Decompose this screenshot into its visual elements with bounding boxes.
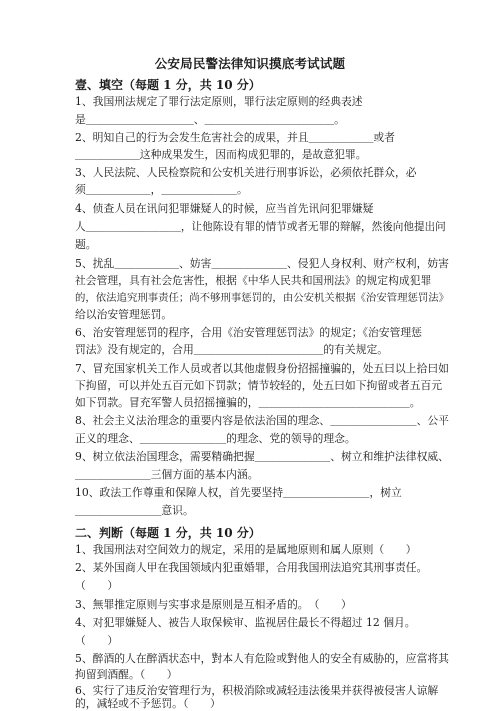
question-line: 5、扰乱＿＿＿＿＿＿、妨害＿＿＿＿＿＿＿、侵犯人身权利、财产权利，妨害 bbox=[75, 257, 449, 270]
question-line: 正义的理念、＿＿＿＿＿＿＿＿的理念、党的领导的理念。 bbox=[75, 432, 356, 445]
question-line: 拘留到酒醒。（ ） bbox=[75, 668, 178, 681]
question-line: 是＿＿＿＿＿＿＿＿＿＿、＿＿＿＿＿＿＿＿＿＿＿＿。 bbox=[75, 113, 345, 126]
question-line: ＿＿＿＿＿＿＿三個方面的基本内涵。 bbox=[75, 468, 259, 481]
question-line: ＿＿＿＿＿＿＿＿意识。 bbox=[75, 504, 194, 517]
question-line: 4、侦查人员在讯问犯罪嫌疑人的时候，应当首先讯问犯罪嫌疑 bbox=[75, 202, 374, 215]
question-line: 5、醉酒的人在醉酒状态中，對本人有危险或對他人的安全有威胁的，应當将其 bbox=[75, 652, 449, 665]
question-line: 7、冒充国家机关工作人员或者以其他虚假身份招摇撞骗的，处五曰以上拾曰如 bbox=[75, 362, 449, 375]
question-line: 人＿＿＿＿＿＿＿＿＿，让他陈设有罪的情节或者无罪的辩解，然後向他提出问 bbox=[75, 221, 446, 233]
question-line: 2、明知自己的行为会发生危害社会的成果，并且＿＿＿＿＿＿或者 bbox=[75, 131, 395, 144]
question-line: 8、社会主义法治理念的重要内容是依法治国的理念、＿＿＿＿＿＿＿＿、公平 bbox=[75, 414, 449, 427]
question-line: ＿＿＿＿＿＿这种成果发生，因而构成犯罪的，是故意犯罪。 bbox=[75, 148, 367, 161]
question-line: 1、我国刑法对空间效力的规定，采用的是属地原则和属人原则（ ） bbox=[75, 543, 417, 556]
answer-bracket: （ ） bbox=[75, 634, 119, 647]
question-line: 6、实行了违反治安管理行为，积极消除或减轻违法後果并获得被侵害人谅解 bbox=[75, 684, 439, 697]
question-line: 9、树立依法治国理念，需要精确把握＿＿＿＿＿＿＿、树立和维护法律权威、 bbox=[75, 450, 449, 463]
question-line: 罚法》没有规定的，合用＿＿＿＿＿＿＿＿＿＿＿＿的有关规定。 bbox=[75, 343, 389, 356]
question-line: 3、無罪推定原则与实事求是原则是互相矛盾的。 （ ） bbox=[75, 598, 352, 611]
question-line: 2、某外国商人甲在我国领域内犯重婚罪，合用我国刑法追究其刑事责任。 bbox=[75, 561, 428, 574]
question-line: 6、治安管理惩罚的程序，合用《治安管理惩罚法》的规定；《治安管理惩 bbox=[75, 326, 422, 339]
question-line: 的，依法追究刑事责任；尚不够刑事惩罚的，由公安机关根据《治安管理惩罚法》 bbox=[75, 292, 450, 304]
question-line: 的，减轻或不予惩罚。（ ） bbox=[75, 697, 221, 710]
section-heading-fill-blank: 壹、填空（每题 1 分，共 10 分） bbox=[75, 78, 261, 92]
question-line: 社会管理，具有社会危害性，根据《中华人民共和国刑法》的规定构成犯罪 bbox=[75, 274, 432, 287]
question-line: 1、我国刑法规定了罪行法定原则，罪行法定原则的经典表述 bbox=[75, 95, 363, 108]
question-line: 3、人民法院、人民检察院和公安机关进行刑事诉讼，必须依托群众，必 bbox=[75, 166, 417, 179]
section-heading-true-false: 二、判断（每题 1 分，共 10 分） bbox=[75, 526, 261, 540]
question-line: 题。 bbox=[75, 238, 97, 251]
question-line: 如下罚款。冒充军警人员招摇撞骗的，＿＿＿＿＿＿＿＿＿＿＿＿＿＿。 bbox=[75, 396, 421, 409]
question-line: 下拘留，可以并处五百元如下罚款；情节较轻的，处五曰如下拘留或者五百元 bbox=[75, 379, 443, 392]
question-line: 给以治安管理惩罚。 bbox=[75, 308, 173, 321]
question-line: 4、对犯罪嫌疑人、被告人取保候审、监视居住最长不得超过 12 個月。 bbox=[75, 616, 416, 629]
page-title: 公安局民警法律知识摸底考试试题 bbox=[154, 56, 346, 71]
answer-bracket: （ ） bbox=[75, 579, 119, 592]
question-line: 10、政法工作尊重和保障人权，首先要坚持＿＿＿＿＿＿＿＿，树立 bbox=[75, 486, 402, 499]
question-line: 须＿＿＿＿＿＿，＿＿＿＿＿＿＿。 bbox=[75, 183, 248, 196]
